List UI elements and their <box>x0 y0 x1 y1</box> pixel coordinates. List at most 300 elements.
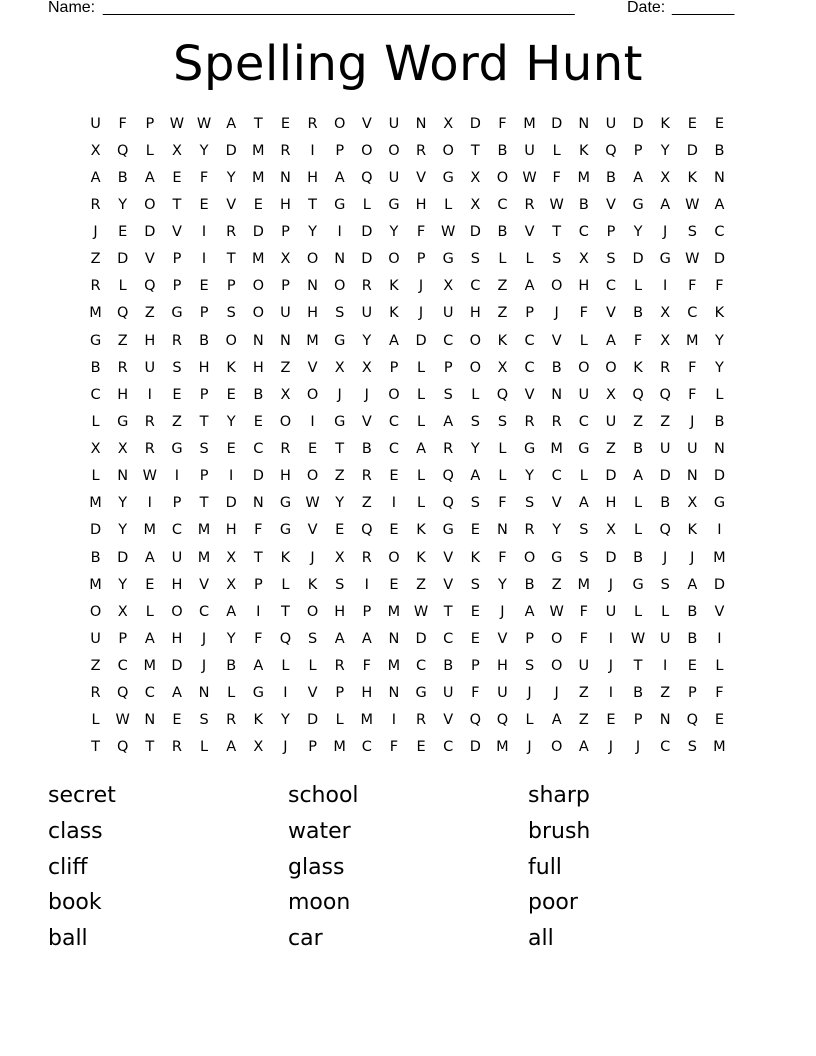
grid-letter[interactable]: C <box>578 224 589 241</box>
grid-letter[interactable]: M <box>387 603 401 620</box>
grid-letter[interactable]: O <box>550 739 563 756</box>
grid-letter[interactable]: E <box>606 712 616 729</box>
grid-letter[interactable]: W <box>522 169 537 186</box>
grid-letter[interactable]: P <box>362 603 372 620</box>
grid-letter[interactable]: M <box>550 441 563 458</box>
grid-letter[interactable]: L <box>715 658 724 675</box>
grid-letter[interactable]: T <box>253 549 263 566</box>
grid-letter[interactable]: Z <box>551 576 562 593</box>
grid-letter[interactable]: F <box>579 305 588 322</box>
grid-letter[interactable]: A <box>361 630 372 647</box>
grid-letter[interactable]: R <box>551 413 562 430</box>
grid-letter[interactable]: M <box>686 332 699 349</box>
grid-letter[interactable]: S <box>660 576 670 593</box>
grid-letter[interactable]: T <box>308 196 317 213</box>
grid-letter[interactable]: I <box>201 224 207 241</box>
grid-letter[interactable]: E <box>172 386 182 403</box>
grid-letter[interactable]: Z <box>144 305 155 322</box>
grid-letter[interactable]: J <box>93 224 98 241</box>
name-field[interactable]: _____________________________________________________ <box>103 0 575 16</box>
grid-letter[interactable]: G <box>279 522 292 539</box>
grid-letter[interactable]: J <box>690 413 695 430</box>
grid-letter[interactable]: T <box>172 196 182 213</box>
grid-letter[interactable]: E <box>335 522 345 539</box>
grid-letter[interactable]: J <box>608 576 614 593</box>
grid-letter[interactable]: Q <box>279 630 292 647</box>
grid-letter[interactable]: L <box>118 278 127 295</box>
grid-letter[interactable]: J <box>201 630 207 647</box>
grid-letter[interactable]: P <box>335 142 345 159</box>
grid-letter[interactable]: B <box>117 169 128 186</box>
grid-letter[interactable]: X <box>470 169 481 186</box>
grid-letter[interactable]: V <box>443 576 454 593</box>
grid-letter[interactable]: H <box>279 468 291 485</box>
grid-letter[interactable]: H <box>171 630 183 647</box>
grid-letter[interactable]: L <box>634 278 643 295</box>
grid-letter[interactable]: T <box>281 603 290 620</box>
grid-letter[interactable]: N <box>280 332 291 349</box>
grid-letter[interactable]: K <box>687 169 698 186</box>
grid-letter[interactable]: E <box>172 169 182 186</box>
grid-letter[interactable]: G <box>388 196 400 213</box>
grid-letter[interactable]: R <box>524 522 535 539</box>
grid-letter[interactable]: X <box>660 169 671 186</box>
grid-letter[interactable]: S <box>524 495 535 512</box>
grid-letter[interactable]: R <box>280 441 291 458</box>
grid-letter[interactable]: G <box>415 685 427 702</box>
grid-letter[interactable]: L <box>579 332 588 349</box>
grid-letter[interactable]: Y <box>660 142 670 159</box>
grid-letter[interactable]: K <box>307 576 318 593</box>
grid-letter[interactable]: B <box>497 142 508 159</box>
grid-letter[interactable]: H <box>361 685 373 702</box>
grid-letter[interactable]: D <box>306 712 319 729</box>
grid-letter[interactable]: L <box>498 251 507 268</box>
grid-letter[interactable]: K <box>497 332 508 349</box>
grid-letter[interactable]: A <box>524 278 535 295</box>
grid-letter[interactable]: O <box>333 115 346 132</box>
grid-letter[interactable]: T <box>199 413 209 430</box>
grid-letter[interactable]: W <box>305 495 320 512</box>
grid-letter[interactable]: F <box>254 630 263 647</box>
grid-letter[interactable]: P <box>226 278 236 295</box>
grid-letter[interactable]: S <box>524 658 535 675</box>
grid-letter[interactable]: C <box>443 739 454 756</box>
grid-letter[interactable]: G <box>523 441 536 458</box>
grid-letter[interactable]: B <box>90 359 101 376</box>
grid-letter[interactable]: C <box>660 739 671 756</box>
grid-letter[interactable]: A <box>171 685 182 702</box>
grid-letter[interactable]: F <box>715 278 724 295</box>
grid-letter[interactable]: Z <box>280 359 291 376</box>
grid-letter[interactable]: D <box>659 468 671 485</box>
grid-letter[interactable]: Q <box>659 386 671 403</box>
grid-letter[interactable]: J <box>283 739 288 756</box>
grid-letter[interactable]: O <box>279 413 292 430</box>
grid-letter[interactable]: D <box>225 495 237 512</box>
grid-letter[interactable]: X <box>117 603 128 620</box>
grid-letter[interactable]: S <box>606 251 616 268</box>
grid-letter[interactable]: Z <box>497 305 508 322</box>
grid-letter[interactable]: C <box>578 413 589 430</box>
grid-letter[interactable]: C <box>524 332 535 349</box>
grid-letter[interactable]: V <box>307 522 318 539</box>
grid-letter[interactable]: B <box>90 549 101 566</box>
grid-letter[interactable]: E <box>470 603 480 620</box>
grid-letter[interactable]: R <box>307 115 318 132</box>
grid-letter[interactable]: V <box>551 495 562 512</box>
grid-letter[interactable]: Y <box>498 576 507 593</box>
grid-letter[interactable]: Y <box>335 495 345 512</box>
grid-letter[interactable]: N <box>714 441 725 458</box>
grid-letter[interactable]: P <box>253 576 263 593</box>
grid-letter[interactable]: B <box>605 169 616 186</box>
grid-letter[interactable]: C <box>144 685 155 702</box>
grid-letter[interactable]: I <box>391 712 397 729</box>
grid-letter[interactable]: A <box>714 196 725 213</box>
grid-letter[interactable]: O <box>225 332 237 349</box>
grid-letter[interactable]: H <box>469 305 481 322</box>
grid-letter[interactable]: D <box>469 224 481 241</box>
grid-letter[interactable]: S <box>199 441 209 458</box>
grid-letter[interactable]: R <box>443 441 454 458</box>
grid-letter[interactable]: V <box>307 685 318 702</box>
grid-letter[interactable]: E <box>389 468 399 485</box>
grid-letter[interactable]: K <box>389 305 399 322</box>
grid-letter[interactable]: L <box>579 468 588 485</box>
grid-letter[interactable]: A <box>687 576 698 593</box>
grid-letter[interactable]: N <box>578 115 590 132</box>
grid-letter[interactable]: R <box>361 468 372 485</box>
grid-letter[interactable]: S <box>335 305 345 322</box>
grid-letter[interactable]: F <box>579 630 588 647</box>
grid-letter[interactable]: R <box>171 739 182 756</box>
grid-letter[interactable]: P <box>172 278 182 295</box>
grid-letter[interactable]: Q <box>442 468 454 485</box>
grid-letter[interactable]: S <box>497 413 508 430</box>
grid-letter[interactable]: R <box>416 142 427 159</box>
grid-letter[interactable]: O <box>605 359 617 376</box>
grid-letter[interactable]: D <box>361 251 373 268</box>
grid-letter[interactable]: G <box>171 441 183 458</box>
grid-letter[interactable]: F <box>633 332 643 349</box>
grid-letter[interactable]: S <box>335 576 345 593</box>
grid-letter[interactable]: N <box>144 712 156 729</box>
grid-letter[interactable]: W <box>549 196 564 213</box>
grid-letter[interactable]: Q <box>686 712 699 729</box>
grid-letter[interactable]: M <box>89 495 102 512</box>
grid-letter[interactable]: M <box>306 332 319 349</box>
grid-letter[interactable]: Q <box>361 522 373 539</box>
grid-letter[interactable]: N <box>334 251 346 268</box>
grid-letter[interactable]: V <box>524 224 535 241</box>
grid-letter[interactable]: G <box>334 196 346 213</box>
grid-letter[interactable]: J <box>310 549 315 566</box>
grid-letter[interactable]: N <box>252 495 264 512</box>
grid-letter[interactable]: L <box>281 658 290 675</box>
grid-letter[interactable]: M <box>252 251 265 268</box>
grid-letter[interactable]: M <box>89 576 102 593</box>
grid-letter[interactable]: S <box>470 251 480 268</box>
grid-letter[interactable]: D <box>225 142 237 159</box>
grid-letter[interactable]: L <box>634 522 643 539</box>
grid-letter[interactable]: Y <box>308 224 317 241</box>
grid-letter[interactable]: Q <box>469 712 482 729</box>
grid-letter[interactable]: M <box>252 169 265 186</box>
grid-letter[interactable]: E <box>714 115 725 132</box>
grid-letter[interactable]: L <box>227 685 236 702</box>
grid-letter[interactable]: K <box>714 305 725 322</box>
grid-letter[interactable]: O <box>578 359 590 376</box>
grid-letter[interactable]: B <box>714 413 725 430</box>
grid-letter[interactable]: C <box>470 278 481 295</box>
grid-letter[interactable]: R <box>416 712 427 729</box>
grid-letter[interactable]: T <box>470 142 480 159</box>
grid-letter[interactable]: B <box>551 359 562 376</box>
grid-letter[interactable]: D <box>89 522 102 539</box>
grid-letter[interactable]: D <box>713 576 726 593</box>
grid-letter[interactable]: T <box>633 658 643 675</box>
grid-letter[interactable]: Z <box>660 413 671 430</box>
grid-letter[interactable]: W <box>413 603 429 620</box>
grid-letter[interactable]: C <box>416 658 427 675</box>
grid-letter[interactable]: D <box>415 332 427 349</box>
grid-letter[interactable]: A <box>334 630 345 647</box>
grid-letter[interactable]: V <box>199 576 210 593</box>
grid-letter[interactable]: C <box>388 441 399 458</box>
grid-letter[interactable]: V <box>714 603 725 620</box>
grid-letter[interactable]: R <box>144 413 155 430</box>
grid-letter[interactable]: S <box>199 712 209 729</box>
grid-letter[interactable]: Q <box>116 142 129 159</box>
grid-letter[interactable]: D <box>469 739 481 756</box>
grid-letter[interactable]: Y <box>118 576 128 593</box>
grid-letter[interactable]: S <box>579 522 589 539</box>
grid-letter[interactable]: B <box>443 658 454 675</box>
grid-letter[interactable]: M <box>197 549 211 566</box>
grid-letter[interactable]: E <box>470 630 480 647</box>
grid-letter[interactable]: B <box>361 441 372 458</box>
grid-letter[interactable]: J <box>635 739 641 756</box>
grid-letter[interactable]: V <box>361 413 372 430</box>
grid-letter[interactable]: M <box>577 169 591 186</box>
grid-letter[interactable]: E <box>416 739 426 756</box>
grid-letter[interactable]: W <box>169 115 185 132</box>
grid-letter[interactable]: T <box>91 739 100 756</box>
grid-letter[interactable]: B <box>226 658 237 675</box>
grid-letter[interactable]: N <box>307 278 318 295</box>
grid-letter[interactable]: O <box>306 251 319 268</box>
grid-letter[interactable]: C <box>90 386 101 403</box>
grid-letter[interactable]: H <box>307 169 319 186</box>
grid-letter[interactable]: D <box>713 468 726 485</box>
grid-letter[interactable]: I <box>608 630 614 647</box>
grid-letter[interactable]: K <box>579 142 589 159</box>
grid-letter[interactable]: Z <box>334 468 345 485</box>
grid-letter[interactable]: D <box>632 251 644 268</box>
grid-letter[interactable]: G <box>171 305 183 322</box>
grid-letter[interactable]: R <box>90 278 101 295</box>
grid-letter[interactable]: D <box>117 251 129 268</box>
grid-letter[interactable]: Y <box>226 413 236 430</box>
grid-letter[interactable]: R <box>524 196 535 213</box>
grid-letter[interactable]: L <box>525 712 534 729</box>
grid-letter[interactable]: O <box>550 658 563 675</box>
grid-letter[interactable]: Q <box>496 712 509 729</box>
grid-letter[interactable]: L <box>362 196 371 213</box>
grid-letter[interactable]: G <box>117 413 129 430</box>
grid-letter[interactable]: V <box>551 332 562 349</box>
grid-letter[interactable]: H <box>279 196 291 213</box>
grid-letter[interactable]: E <box>118 224 128 241</box>
grid-letter[interactable]: A <box>90 169 101 186</box>
grid-letter[interactable]: O <box>171 603 183 620</box>
grid-letter[interactable]: K <box>660 115 670 132</box>
grid-letter[interactable]: J <box>418 305 424 322</box>
grid-letter[interactable]: P <box>525 305 534 322</box>
grid-letter[interactable]: Q <box>361 169 373 186</box>
grid-letter[interactable]: F <box>688 386 697 403</box>
grid-letter[interactable]: G <box>252 685 264 702</box>
grid-letter[interactable]: P <box>199 386 209 403</box>
grid-letter[interactable]: Z <box>497 278 508 295</box>
grid-letter[interactable]: C <box>171 522 182 539</box>
grid-letter[interactable]: J <box>608 739 614 756</box>
grid-letter[interactable]: O <box>333 278 346 295</box>
grid-letter[interactable]: N <box>388 685 400 702</box>
grid-letter[interactable]: A <box>660 196 671 213</box>
grid-letter[interactable]: L <box>308 658 317 675</box>
grid-letter[interactable]: X <box>470 196 481 213</box>
grid-letter[interactable]: V <box>605 305 616 322</box>
grid-letter[interactable]: L <box>335 712 344 729</box>
grid-letter[interactable]: U <box>578 386 590 403</box>
grid-letter[interactable]: C <box>388 413 399 430</box>
grid-letter[interactable]: E <box>226 441 236 458</box>
grid-letter[interactable]: S <box>470 495 480 512</box>
grid-letter[interactable]: U <box>442 305 454 322</box>
grid-letter[interactable]: E <box>226 386 236 403</box>
grid-letter[interactable]: E <box>199 196 209 213</box>
grid-letter[interactable]: X <box>687 495 698 512</box>
grid-letter[interactable]: Y <box>715 332 724 349</box>
grid-letter[interactable]: L <box>661 603 670 620</box>
grid-letter[interactable]: K <box>416 522 426 539</box>
grid-letter[interactable]: S <box>470 413 480 430</box>
grid-letter[interactable]: A <box>253 658 264 675</box>
grid-letter[interactable]: L <box>145 142 154 159</box>
grid-letter[interactable]: L <box>634 603 643 620</box>
grid-letter[interactable]: L <box>525 251 534 268</box>
grid-letter[interactable]: M <box>577 576 591 593</box>
grid-letter[interactable]: I <box>174 468 180 485</box>
grid-letter[interactable]: C <box>524 359 535 376</box>
grid-letter[interactable]: N <box>117 468 129 485</box>
grid-letter[interactable]: N <box>551 386 563 403</box>
grid-letter[interactable]: C <box>497 196 508 213</box>
grid-letter[interactable]: H <box>578 278 590 295</box>
grid-letter[interactable]: Q <box>116 739 129 756</box>
grid-letter[interactable]: S <box>443 386 453 403</box>
grid-letter[interactable]: W <box>441 224 456 241</box>
grid-letter[interactable]: U <box>524 142 535 159</box>
grid-letter[interactable]: A <box>578 495 589 512</box>
grid-letter[interactable]: Y <box>226 169 236 186</box>
grid-letter[interactable]: X <box>660 305 671 322</box>
grid-letter[interactable]: U <box>280 305 291 322</box>
grid-letter[interactable]: D <box>469 115 481 132</box>
grid-letter[interactable]: U <box>578 658 590 675</box>
grid-letter[interactable]: K <box>226 359 236 376</box>
grid-letter[interactable]: F <box>498 549 507 566</box>
grid-letter[interactable]: P <box>606 224 616 241</box>
grid-letter[interactable]: Z <box>605 441 616 458</box>
grid-letter[interactable]: C <box>687 305 698 322</box>
grid-letter[interactable]: V <box>361 115 372 132</box>
grid-letter[interactable]: B <box>687 630 698 647</box>
grid-letter[interactable]: D <box>713 251 726 268</box>
grid-letter[interactable]: B <box>199 332 210 349</box>
grid-letter[interactable]: A <box>144 549 155 566</box>
grid-letter[interactable]: I <box>310 413 315 430</box>
grid-letter[interactable]: D <box>605 468 617 485</box>
grid-letter[interactable]: R <box>90 196 101 213</box>
grid-letter[interactable]: V <box>443 712 454 729</box>
grid-letter[interactable]: R <box>660 359 671 376</box>
grid-letter[interactable]: L <box>417 359 426 376</box>
grid-letter[interactable]: I <box>201 251 207 268</box>
grid-letter[interactable]: P <box>335 685 345 702</box>
grid-letter[interactable]: G <box>713 495 726 512</box>
grid-letter[interactable]: D <box>551 115 563 132</box>
grid-letter[interactable]: U <box>605 603 617 620</box>
grid-letter[interactable]: U <box>144 359 156 376</box>
grid-letter[interactable]: X <box>90 441 101 458</box>
grid-letter[interactable]: Z <box>416 576 427 593</box>
grid-letter[interactable]: S <box>307 630 318 647</box>
grid-letter[interactable]: K <box>253 712 264 729</box>
grid-letter[interactable]: X <box>253 739 264 756</box>
grid-letter[interactable]: R <box>117 359 128 376</box>
grid-letter[interactable]: L <box>91 468 100 485</box>
grid-letter[interactable]: E <box>307 441 318 458</box>
grid-letter[interactable]: X <box>361 359 372 376</box>
grid-letter[interactable]: T <box>253 115 263 132</box>
grid-letter[interactable]: L <box>281 576 290 593</box>
grid-letter[interactable]: G <box>334 413 346 430</box>
grid-letter[interactable]: Q <box>116 685 129 702</box>
grid-letter[interactable]: G <box>442 251 454 268</box>
grid-letter[interactable]: P <box>308 739 317 756</box>
grid-letter[interactable]: N <box>252 332 264 349</box>
grid-letter[interactable]: M <box>387 658 401 675</box>
grid-letter[interactable]: L <box>498 441 507 458</box>
grid-letter[interactable]: W <box>549 603 564 620</box>
grid-letter[interactable]: S <box>687 739 697 756</box>
grid-letter[interactable]: U <box>90 115 101 132</box>
grid-letter[interactable]: W <box>142 468 157 485</box>
grid-letter[interactable]: V <box>443 549 454 566</box>
grid-letter[interactable]: U <box>659 630 671 647</box>
grid-letter[interactable]: Z <box>660 685 671 702</box>
grid-letter[interactable]: N <box>686 468 698 485</box>
grid-letter[interactable]: R <box>226 712 237 729</box>
grid-letter[interactable]: D <box>252 468 264 485</box>
grid-letter[interactable]: V <box>171 224 182 241</box>
grid-letter[interactable]: E <box>253 413 263 430</box>
grid-letter[interactable]: Y <box>118 196 128 213</box>
grid-letter[interactable]: G <box>89 332 102 349</box>
